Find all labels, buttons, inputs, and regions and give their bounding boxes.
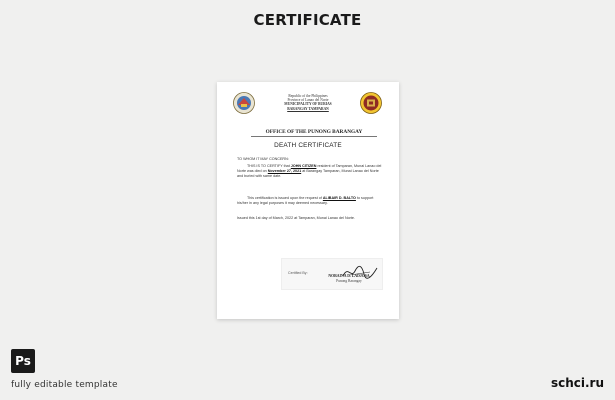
- header-municipality: MUNICIPALITY OF BURIAS: [284, 102, 332, 107]
- header-barangay: BARANGAY TAMPARAN: [287, 106, 329, 111]
- signatory-role: Punong Barangay: [336, 279, 362, 283]
- header-country: Republic of the Philippines: [288, 94, 328, 98]
- salutation: TO WHOM IT MAY CONCERN:: [237, 157, 289, 161]
- certificate-document: [217, 82, 399, 319]
- certification-paragraph: [237, 164, 383, 180]
- para2-intro: This certification is issued upon the request of: [247, 196, 322, 200]
- signature-block: [281, 258, 383, 290]
- deceased-name: JOHN CITIZEN: [290, 164, 317, 168]
- requester-name: ALIBAIR D. BALTO: [322, 196, 356, 200]
- document-title: DEATH CERTIFICATE: [274, 142, 342, 149]
- barangay-seal-icon: [360, 92, 382, 114]
- photoshop-logo-icon: Ps: [11, 349, 35, 373]
- certified-by-label: Certified By:: [288, 271, 308, 275]
- request-paragraph: [237, 196, 383, 206]
- header-divider: [251, 136, 377, 137]
- signatory-name: NORAINA D. LADJOSA: [328, 274, 370, 278]
- para2-purpose: to support his/her in any legal purposes it may deemed necessary.: [237, 196, 374, 206]
- site-watermark[interactable]: schci.ru: [550, 376, 604, 390]
- date-of-death: November 27, 2021: [267, 169, 302, 174]
- issued-paragraph: Issued this 1st day of March, 2022 at Tamparan, Munai Lanao del Norte.: [237, 216, 355, 220]
- header-block: [272, 94, 344, 111]
- para1-residence: resident of Tamparan, Munai Lanao del Norte was died on: [237, 164, 382, 174]
- para1-burial: at Barangay Tamparan, Munai Lanao del Norte and buried with same date.: [237, 169, 379, 179]
- editable-template-note: fully editable template: [11, 380, 118, 390]
- municipal-seal-icon: [233, 92, 255, 114]
- header-province: Province of Lanao del Norte: [287, 98, 329, 103]
- office-heading: OFFICE OF THE PUNONG BARANGAY: [265, 129, 363, 135]
- para1-intro: THIS IS TO CERTIFY that: [247, 164, 290, 168]
- page-title: CERTIFICATE: [253, 11, 362, 29]
